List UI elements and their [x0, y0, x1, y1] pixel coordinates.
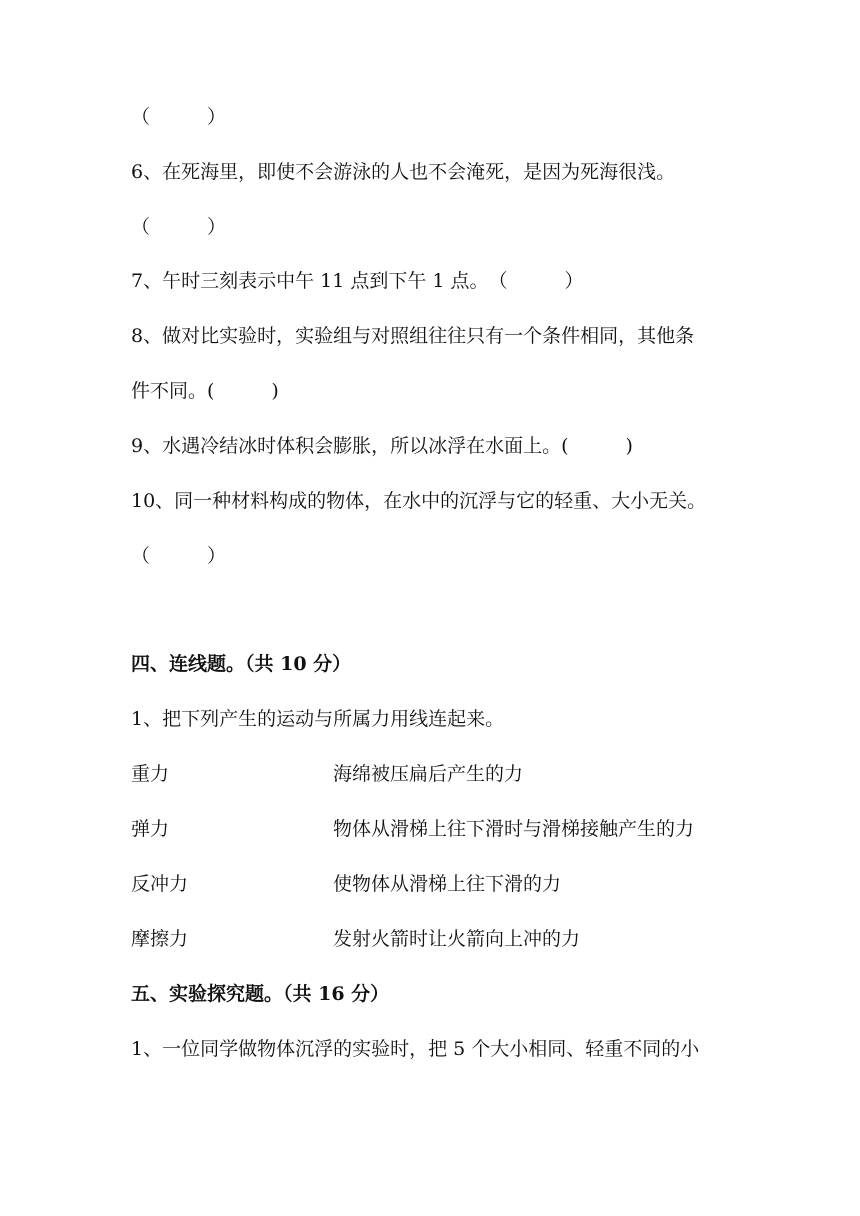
- section-5-question-1: 1、一位同学做物体沉浮的实验时，把 5 个大小相同、轻重不同的小: [131, 1038, 700, 1060]
- question-6: 6、在死海里，即使不会游泳的人也不会淹死，是因为死海很浅。: [131, 161, 676, 183]
- answer-blank-5: （ ）: [131, 106, 227, 128]
- section-4-heading: 四、连线题。（共 10 分）: [131, 653, 352, 675]
- question-8-line-2: 件不同。( ): [131, 380, 279, 402]
- force-item-recoil: 反冲力: [131, 873, 189, 895]
- answer-blank-6: （ ）: [131, 216, 227, 238]
- question-8-line-1: 8、做对比实验时，实验组与对照组往往只有一个条件相同，其他条: [131, 325, 695, 347]
- question-10: 10、同一种材料构成的物体，在水中的沉浮与它的轻重、大小无关。: [131, 490, 707, 512]
- force-item-friction: 摩擦力: [131, 928, 189, 950]
- force-item-elastic: 弹力: [131, 818, 170, 840]
- description-item-4: 发射火箭时让火箭向上冲的力: [333, 928, 581, 950]
- force-item-gravity: 重力: [131, 763, 170, 785]
- description-item-2: 物体从滑梯上往下滑时与滑梯接触产生的力: [333, 818, 695, 840]
- question-9: 9、水遇冷结冰时体积会膨胀，所以冰浮在水面上。( ): [131, 435, 633, 457]
- section-5-heading: 五、实验探究题。（共 16 分）: [131, 983, 390, 1005]
- description-item-1: 海绵被压扁后产生的力: [333, 763, 524, 785]
- section-4-question-1: 1、把下列产生的运动与所属力用线连起来。: [131, 708, 505, 730]
- description-item-3: 使物体从滑梯上往下滑的力: [333, 873, 562, 895]
- answer-blank-10: （ ）: [131, 545, 227, 567]
- question-7: 7、午时三刻表示中午 11 点到下午 1 点。 （ ）: [131, 270, 584, 292]
